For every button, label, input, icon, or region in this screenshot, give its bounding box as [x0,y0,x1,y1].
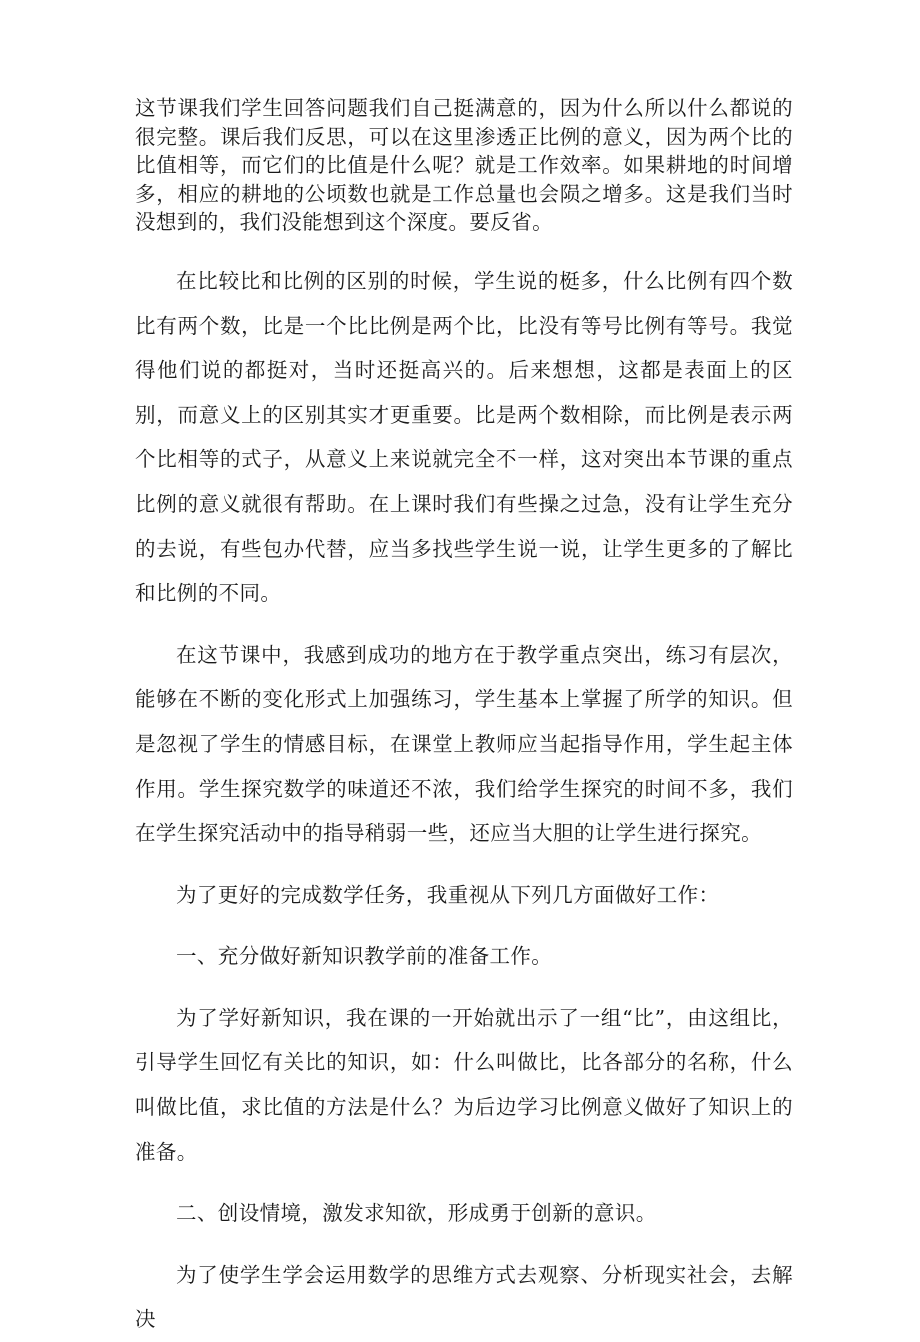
document-body [135,94,793,1342]
paragraph-lesson-evaluation: 在这节课中，我感到成功的地方在于教学重点突出，练习有层次，能够在不断的变化形式上加强练习，学生基本上掌握了所学的知识。但是忽视了学生的情感目标，在课堂上教师应当起指导作用，学生起主体作用。学生探究数学的味道还不浓，我们给学生探究的时间不多，我们在学生探究活动中的指导稍弱一些，还应当大胆的让学生进行探究。 [135,642,793,846]
heading-section-one: 一、充分做好新知识教学前的准备工作。 [176,944,553,969]
paragraph-section-two-detail: 为了使学生学会运用数学的思维方式去观察、分析现实社会，去解决 [135,1262,793,1332]
paragraph-reflection-intro: 这节课我们学生回答问题我们自己挺满意的，因为什么所以什么都说的很完整。课后我们反思，可以在这里渗透正比例的意义，因为两个比的比值相等，而它们的比值是什么呢？就是工作效率。如果耕地的时间增多，相应的耕地的公顷数也就是工作总量也会陨之增多。这是我们当时没想到的，我们没能想到这个深度。要反省。 [135,96,793,235]
paragraph-section-one-detail: 为了学好新知识，我在课的一开始就出示了一组“比”，由这组比，引导学生回忆有关比的知识，如：什么叫做比，比各部分的名称，什么叫做比值，求比值的方法是什么？为后边学习比例意义做好了知识上的准备。 [135,1005,793,1164]
heading-section-two: 二、创设情境，激发求知欲，形成勇于创新的意识。 [176,1201,657,1226]
paragraph-ratio-vs-proportion: 在比较比和比例的区别的时候，学生说的梃多，什么比例有四个数比有两个数，比是一个比比例是两个比，比没有等号比例有等号。我觉得他们说的都挺对，当时还挺高兴的。后来想想，这都是表面上的区别，而意义上的区别其实才更重要。比是两个数相除，而比例是表示两个比相等的式子，从意义上来说就完全不一样，这对突出本节课的重点比例的意义就很有帮助。在上课时我们有些操之过急，没有让学生充分的去说，有些包办代替，应当多找些学生说一说，让学生更多的了解比和比例的不同。 [135,268,793,606]
paragraph-work-aspects-intro: 为了更好的完成数学任务，我重视从下列几方面做好工作： [176,882,720,907]
